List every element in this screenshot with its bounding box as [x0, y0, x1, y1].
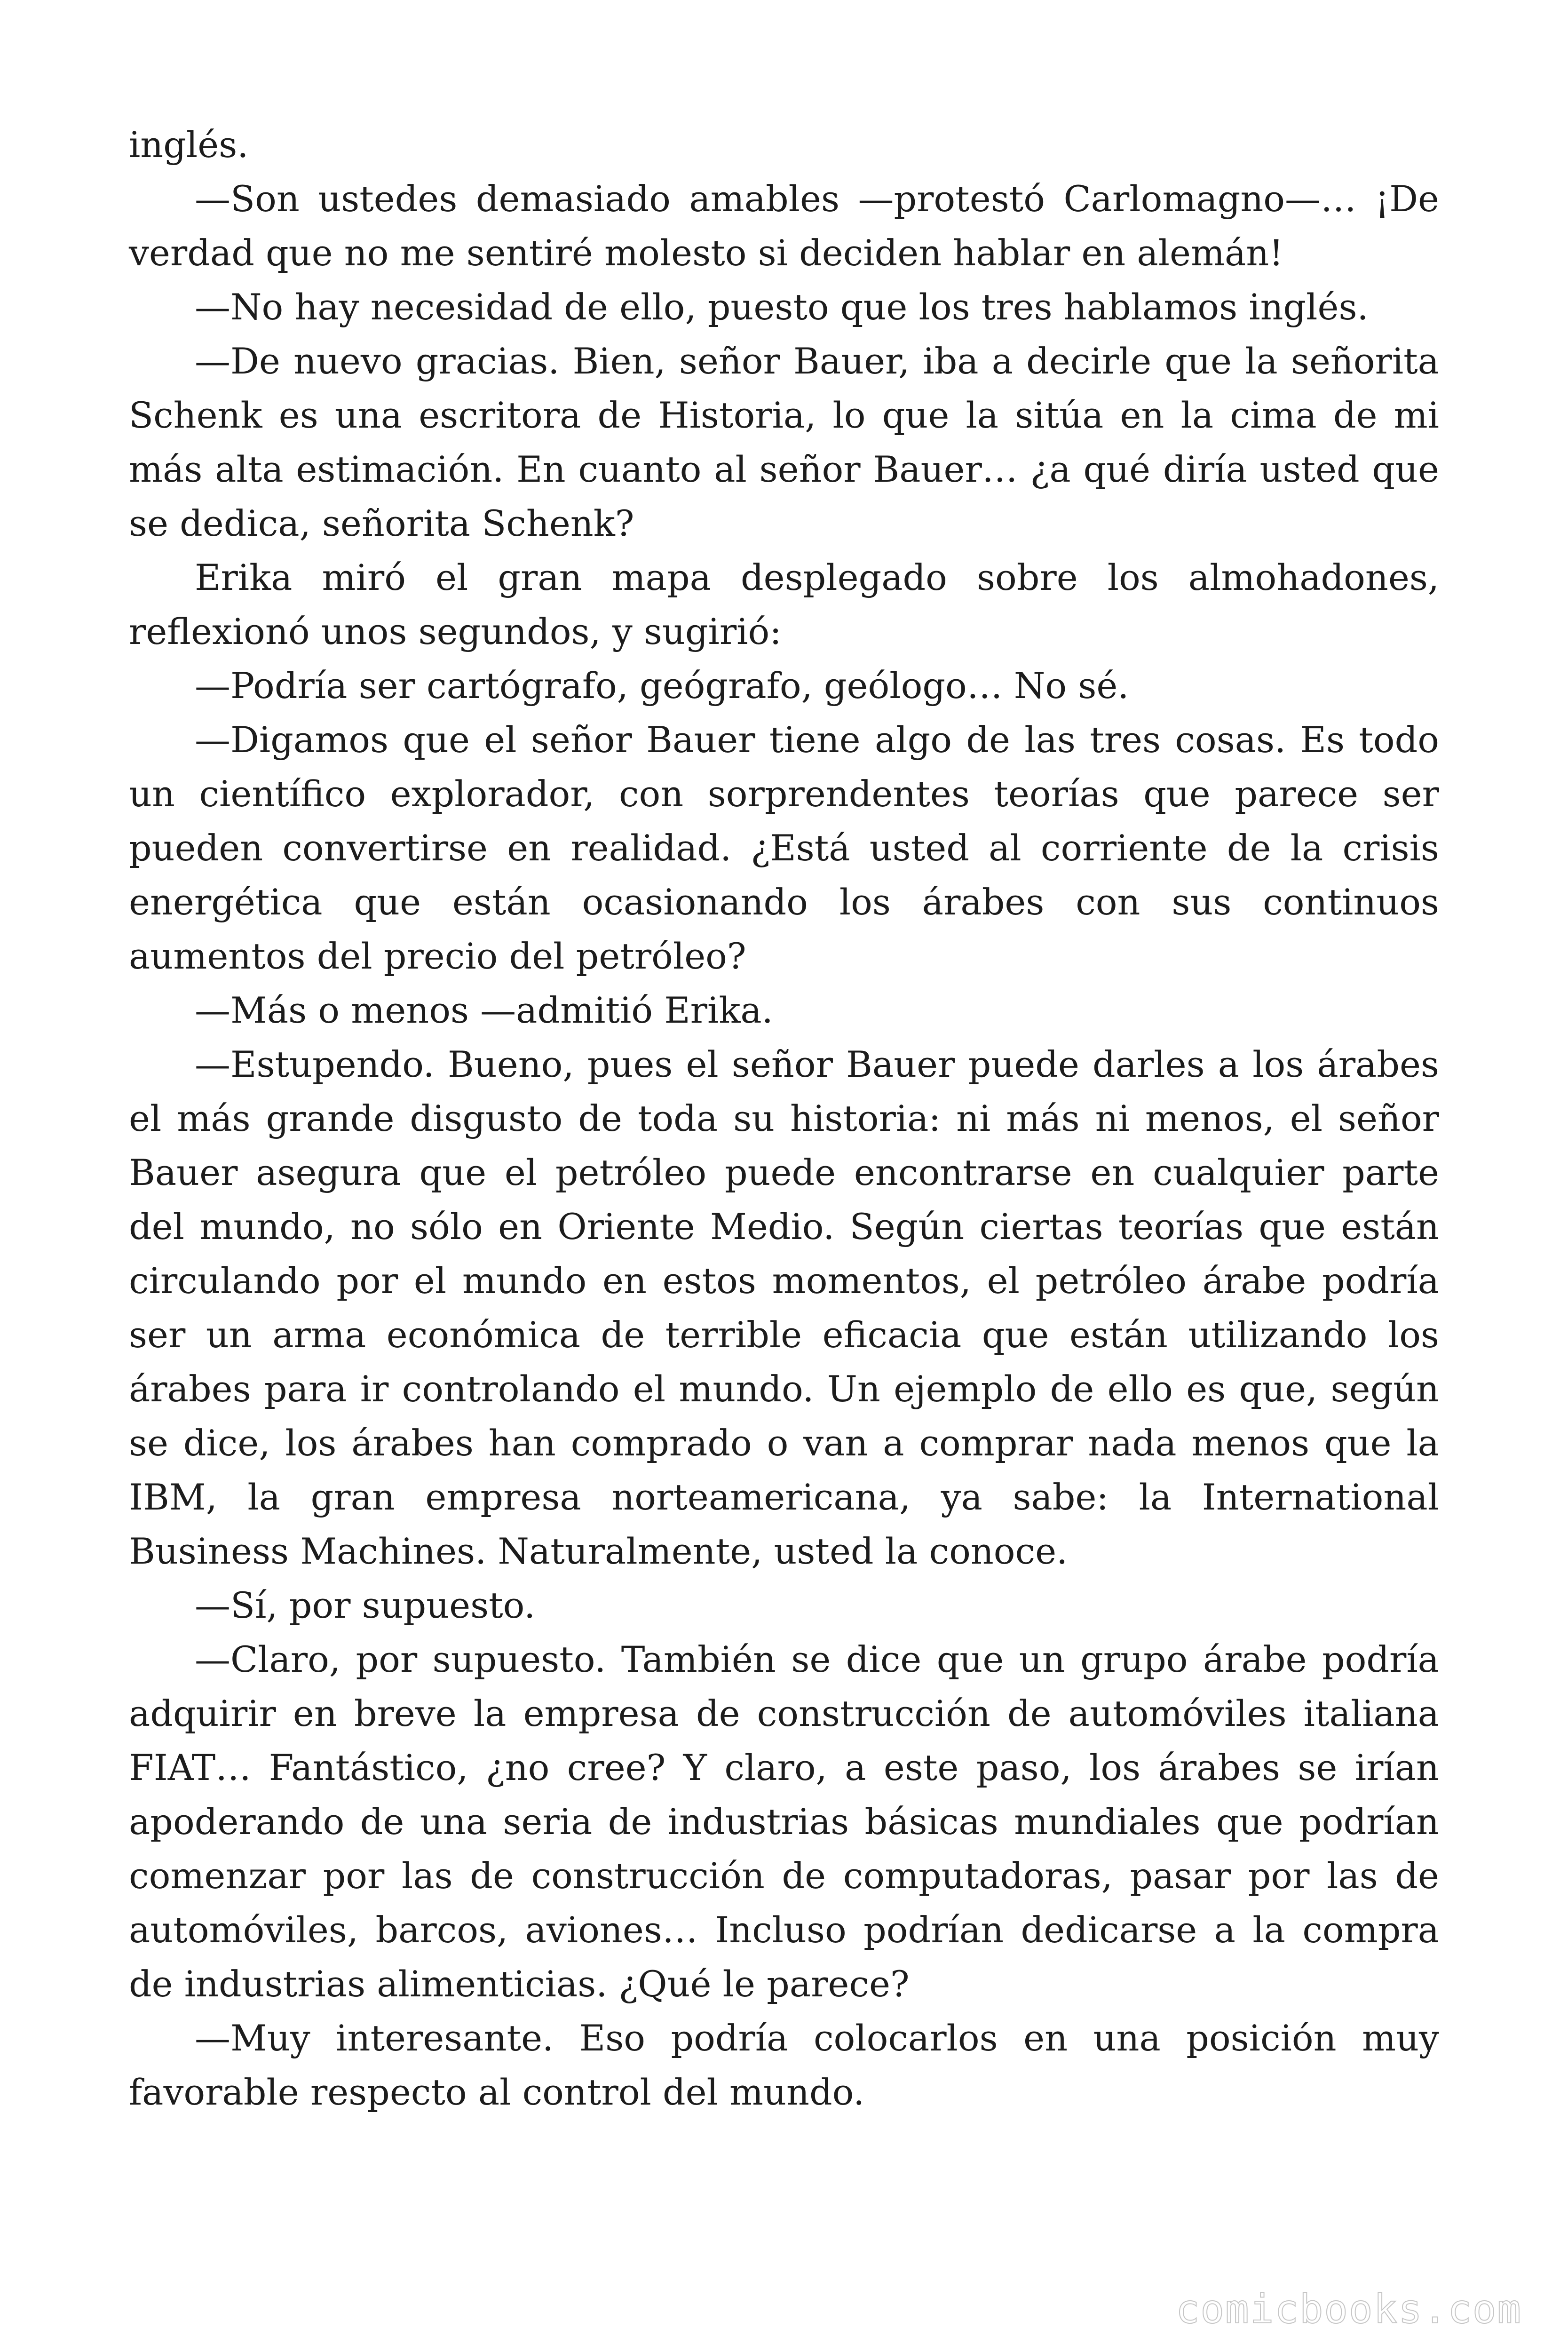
paragraph: —Más o menos —admitió Erika.	[195, 989, 773, 1031]
paragraph: —Digamos que el señor Bauer tiene algo de las tres cosas. Es todo un científico explorador, con sorprendentes teorías que parece ser pueden convertirse en realidad. ¿Está usted al corriente de la crisis energética que están ocasionando los árabes con sus continuos aumentos del precio del petróleo?	[129, 719, 1439, 977]
paragraph: —Son ustedes demasiado amables —protestó Carlomagno—… ¡De verdad que no me sentiré molesto si deciden hablar en alemán!	[129, 178, 1439, 274]
paragraph: —Podría ser cartógrafo, geógrafo, geólogo… No sé.	[195, 665, 1129, 707]
watermark: comicbooks.com	[1175, 2286, 1522, 2332]
paragraph: —No hay necesidad de ello, puesto que los tres hablamos inglés.	[195, 286, 1369, 328]
paragraph: —Claro, por supuesto. También se dice que un grupo árabe podría adquirir en breve la empresa de construcción de automóviles italiana FIAT… Fantástico, ¿no cree? Y claro, a este paso, los árabes se irían apoderando de una seria de industrias básicas mundiales que podrían comenzar por las de construcción de computadoras, pasar por las de automóviles, barcos, aviones… Incluso podrían dedicarse a la compra de industrias alimenticias. ¿Qué le parece?	[129, 1638, 1439, 2005]
paragraph: —Muy interesante. Eso podría colocarlos en una posición muy favorable respecto al control del mundo.	[129, 2017, 1439, 2113]
paragraph: Erika miró el gran mapa desplegado sobre los almohadones, reflexionó unos segundos, y sugirió:	[129, 556, 1439, 652]
page-text	[129, 118, 1439, 2119]
paragraph: inglés.	[129, 124, 249, 166]
paragraph: —Estupendo. Bueno, pues el señor Bauer puede darles a los árabes el más grande disgusto de toda su historia: ni más ni menos, el señor Bauer asegura que el petróleo puede encontrarse en cualquier parte del mundo, no sólo en Oriente Medio. Según ciertas teorías que están circulando por el mundo en estos momentos, el petróleo árabe podría ser un arma económica de terrible eficacia que están utilizando los árabes para ir controlando el mundo. Un ejemplo de ello es que, según se dice, los árabes han comprado o van a comprar nada menos que la IBM, la gran empresa norteamericana, ya sabe: la International Business Machines. Naturalmente, usted la conoce.	[129, 1043, 1439, 1572]
paragraph: —De nuevo gracias. Bien, señor Bauer, iba a decirle que la señorita Schenk es una escritora de Historia, lo que la sitúa en la cima de mi más alta estimación. En cuanto al señor Bauer… ¿a qué diría usted que se dedica, señorita Schenk?	[129, 340, 1439, 544]
paragraph: —Sí, por supuesto.	[195, 1584, 536, 1626]
